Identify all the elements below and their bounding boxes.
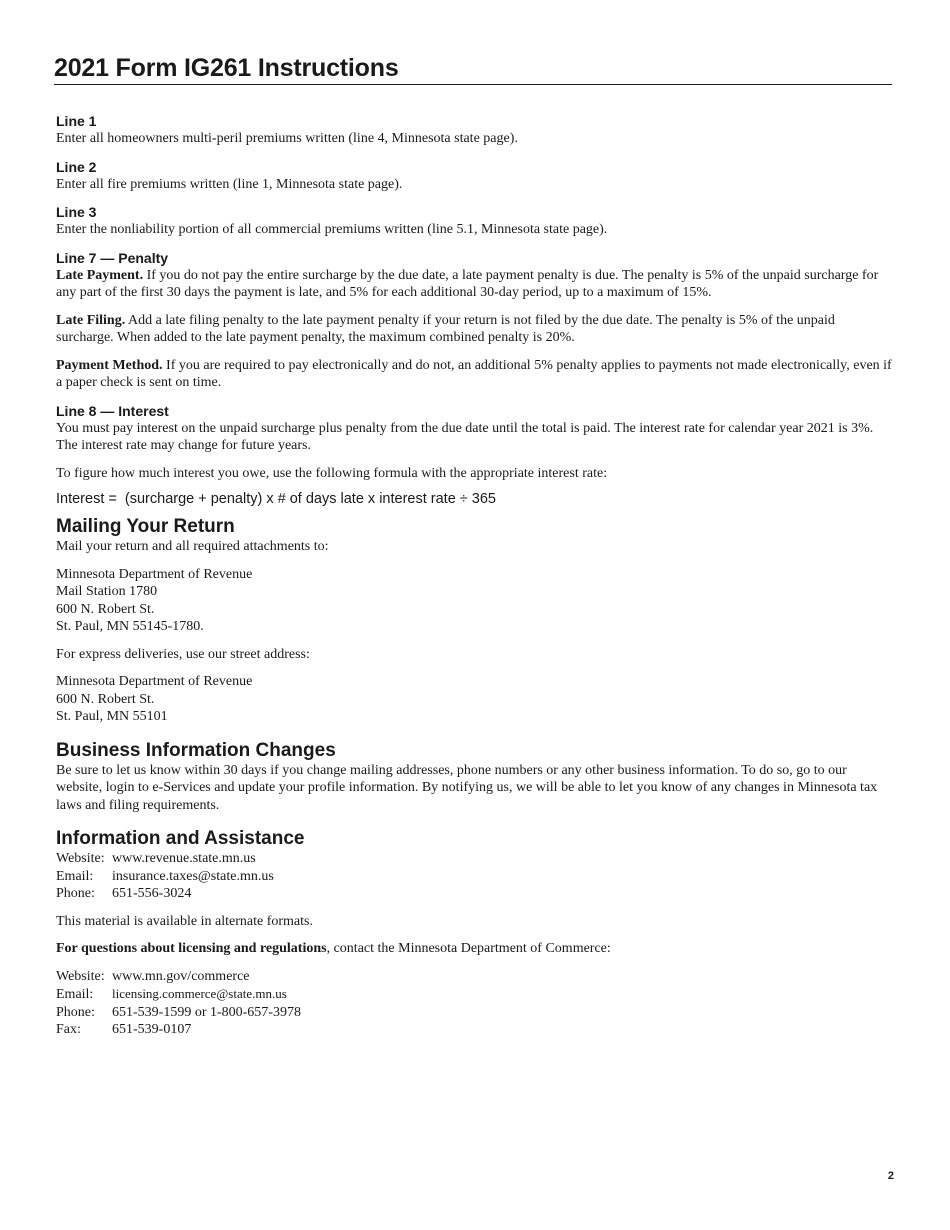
commerce-bold: For questions about licensing and regulations [56,941,327,956]
line-1-text: Enter all homeowners multi-peril premiums written (line 4, Minnesota state page). [56,131,518,146]
line-7-heading: Line 7 — Penalty [56,249,169,266]
contact-label: Email: [56,868,94,884]
line-1-heading: Line 1 [56,113,97,129]
address-line: St. Paul, MN 55145-1780. [56,619,204,634]
contact-label: Website: [56,968,105,984]
contact-row [56,968,892,986]
business-text: Be sure to let us know within 30 days if you change mailing addresses, phone numbers or any other business information. To do so, go to our website, login to e-Services and update your profile information. By notifying us, we will be able to let you know of any changes in Minnesota tax laws and filing requirements. [56,762,878,813]
late-filing-paragraph [56,312,892,347]
line-3-text: Enter the nonliability portion of all commercial premiums written (line 5.1, Minnesota state page). [56,222,608,237]
contact-label: Phone: [56,1004,95,1020]
line-8-text: You must pay interest on the unpaid surcharge plus penalty from the due date until the total is paid. The interest rate for calendar year 2021 is 3%. The interest rate may change for future years. [56,420,874,453]
contact-row [56,985,892,1004]
contact-row [56,1004,892,1022]
document-page [56,52,892,1039]
phone-value: 651-539-1599 or 1-800-657-3978 [112,1004,301,1020]
alt-formats-note: This material is available in alternate formats. [56,913,313,929]
late-filing-label: Late Filing. [56,312,126,328]
payment-method-label: Payment Method. [56,357,163,373]
mailing-intro: Mail your return and all required attachments to: [56,539,329,554]
commerce-contacts [56,968,892,1039]
interest-formula: Interest = (surcharge + penalty) x # of days late x interest rate ÷ 365 [56,491,496,507]
commerce-intro [56,940,892,958]
phone-value: 651-556-3024 [112,886,192,901]
contact-row [56,1021,892,1039]
line-2-heading: Line 2 [56,158,97,175]
late-payment-text: If you do not pay the entire surcharge by the due date, a late payment penalty is due. The penalty is 5% of the unpaid surcharge for any part of the first 30 days the payment is late, and 5% for each additional 30-day period, up to a maximum of 15%. [56,267,879,300]
contact-label: Email: [56,987,94,1002]
email-link[interactable]: licensing.commerce@state.mn.us [112,986,287,1001]
business-heading: Business Information Changes [56,739,336,761]
line-3-heading: Line 3 [56,204,97,220]
line-8-heading: Line 8 — Interest [56,402,169,419]
late-payment-paragraph [56,267,892,302]
contact-label: Website: [56,851,105,866]
mailing-address [56,566,892,636]
late-payment-label: Late Payment. [56,267,144,283]
mailing-heading: Mailing Your Return [56,516,235,537]
contact-label: Phone: [56,886,95,901]
formula-intro: To figure how much interest you owe, use the following formula with the appropriate interest rate: [56,465,608,481]
revenue-contacts [56,850,892,903]
commerce-text: , contact the Minnesota Department of Commerce: [326,941,611,956]
address-line: 600 N. Robert St. [56,691,155,707]
express-address [56,673,892,726]
payment-method-text: If you are required to pay electronically and do not, an additional 5% penalty applies to payments not made electronically, even if a paper check is sent on time. [56,357,892,390]
address-line: Mail Station 1780 [56,584,158,599]
page-number: 2 [887,1170,894,1182]
address-line: St. Paul, MN 55101 [56,709,168,724]
express-intro: For express deliveries, use our street address: [56,646,310,662]
contact-label: Fax: [56,1022,81,1037]
contact-row [56,885,892,903]
contact-row [56,850,892,868]
email-link[interactable]: insurance.taxes@state.mn.us [112,868,274,884]
line-2-text: Enter all fire premiums written (line 1, Minnesota state page). [56,176,403,192]
assistance-heading: Information and Assistance [56,828,305,849]
page-title: 2021 Form IG261 Instructions [54,52,892,85]
payment-method-paragraph [56,357,892,392]
website-link[interactable]: www.revenue.state.mn.us [112,851,256,866]
address-line: Minnesota Department of Revenue [56,566,253,582]
fax-value: 651-539-0107 [112,1022,192,1037]
late-filing-text: Add a late filing penalty to the late payment penalty if your return is not filed by the due date. The penalty is 5% of the unpaid surcharge. When added to the late payment penalty, the maximum combined penalty is 20%. [56,312,835,345]
contact-row [56,868,892,886]
address-line: 600 N. Robert St. [56,601,155,617]
website-link[interactable]: www.mn.gov/commerce [112,968,250,984]
address-line: Minnesota Department of Revenue [56,674,253,689]
